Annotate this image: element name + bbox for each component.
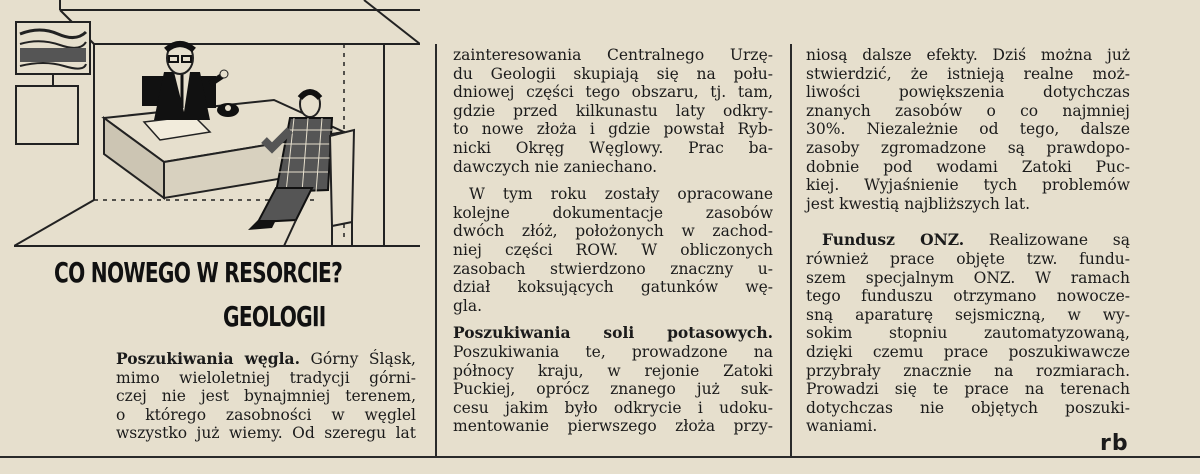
text-line: zainteresowania Centralnego Urzę-	[453, 46, 773, 64]
paragraph-potash-continued	[806, 46, 1130, 213]
text-line: mentowanie pierwszego złoża przy-	[453, 417, 773, 436]
paragraph-coal-continued	[453, 46, 773, 176]
article-headline	[54, 256, 424, 333]
text-line: to nowe złoża i gdzie powstał Ryb-	[453, 120, 773, 139]
text-line: liwości powiększenia dotychczas	[806, 83, 1130, 102]
text-line: dobnie pod wodami Zatoki Puc-	[806, 157, 1130, 176]
text-line: Górny Śląsk,	[310, 350, 416, 368]
column-divider	[790, 44, 792, 456]
text-line: niosą dalsze efekty. Dziś można już	[806, 46, 1130, 64]
text-line: gla.	[453, 296, 483, 315]
text-line: również prace objęte tzw. fundu-	[806, 249, 1130, 268]
text-line: jest kwestią najbliższych lat.	[806, 194, 1031, 213]
text-column-1	[116, 350, 416, 443]
text-line: W tym roku zostały opracowane	[469, 185, 773, 204]
text-line: cesu jakim było odkrycie i udoku-	[453, 398, 773, 417]
text-line: dawczych nie zaniechano.	[453, 157, 658, 176]
text-line: północy kraju, w rejonie Zatoki	[453, 361, 773, 380]
text-column-3	[806, 46, 1130, 436]
paragraph-potash	[453, 324, 773, 436]
author-signature: rb	[1100, 431, 1129, 456]
text-line: o którego zasobności w węglel	[116, 405, 416, 424]
section-lead-un-fund: Fundusz ONZ.	[822, 230, 965, 250]
text-line: kolejne dokumentacje zasobów	[453, 203, 773, 222]
headline-line-1: CO NOWEGO W RESORCIE?	[54, 256, 343, 289]
headline-line-2: GEOLOGII	[223, 300, 326, 333]
text-line: szem specjalnym ONZ. W ramach	[806, 268, 1130, 287]
text-line: sną aparaturę sejsmiczną, w wy-	[806, 305, 1130, 324]
text-line: dział koksujących gatunków wę-	[453, 278, 773, 297]
section-lead-coal: Poszukiwania węgla.	[116, 349, 300, 368]
blank-panel	[16, 86, 78, 144]
text-line: zasobach stwierdzono znaczny u-	[453, 259, 773, 278]
text-line: Poszukiwania te, prowadzone na	[453, 342, 773, 361]
text-line: sokim stopniu zautomatyzowaną,	[806, 324, 1130, 343]
text-line: znanych zasobów o co najmniej	[806, 101, 1130, 120]
text-line: Puckiej, oprócz znanego już suk-	[453, 380, 773, 399]
text-column-2	[453, 46, 773, 436]
paragraph-coal	[116, 350, 416, 443]
office-illustration	[14, 0, 420, 248]
text-line: czej nie jest bynajmniej terenem,	[116, 387, 416, 406]
section-lead-potash: Poszukiwania soli potasowych.	[453, 323, 773, 343]
text-line: przybrały znacznie na rozmiarach.	[806, 361, 1130, 380]
text-line: 30%. Niezależnie od tego, dalsze	[806, 120, 1130, 139]
paragraph-documentation	[453, 185, 773, 315]
text-line: zasoby zgromadzone są prawdopo-	[806, 138, 1130, 157]
text-line: du Geologii skupiają się na połu-	[453, 64, 773, 83]
text-line: dzięki czemu prace poszukiwawcze	[806, 342, 1130, 361]
text-line: Prowadzi się te prace na terenach	[806, 380, 1130, 399]
text-line: waniami.	[806, 417, 878, 436]
text-line: dniowej części tego obszaru, tj. tam,	[453, 83, 773, 102]
text-line: nicki Okręg Węglowy. Prac ba-	[453, 138, 773, 157]
text-line: Realizowane są	[988, 231, 1130, 250]
text-line: dwóch złóż, położonych w zachod-	[453, 222, 773, 241]
text-line: gdzie przed kilkunastu laty odkry-	[453, 101, 773, 120]
column-divider	[435, 44, 437, 456]
text-line: tego funduszu otrzymano nowocze-	[806, 287, 1130, 306]
text-line: dotychczas nie objętych poszuki-	[806, 398, 1130, 417]
text-line: kiej. Wyjaśnienie tych problemów	[806, 176, 1130, 195]
page-bottom-rule	[0, 456, 1200, 458]
text-line: stwierdzić, że istnieją realne moż-	[806, 64, 1130, 83]
text-line: wszystko już wiemy. Od szeregu lat	[116, 424, 416, 443]
text-line: niej części ROW. W obliczonych	[453, 240, 773, 259]
paragraph-un-fund	[806, 231, 1130, 436]
text-line: mimo wieloletniej tradycji górni-	[116, 368, 416, 387]
